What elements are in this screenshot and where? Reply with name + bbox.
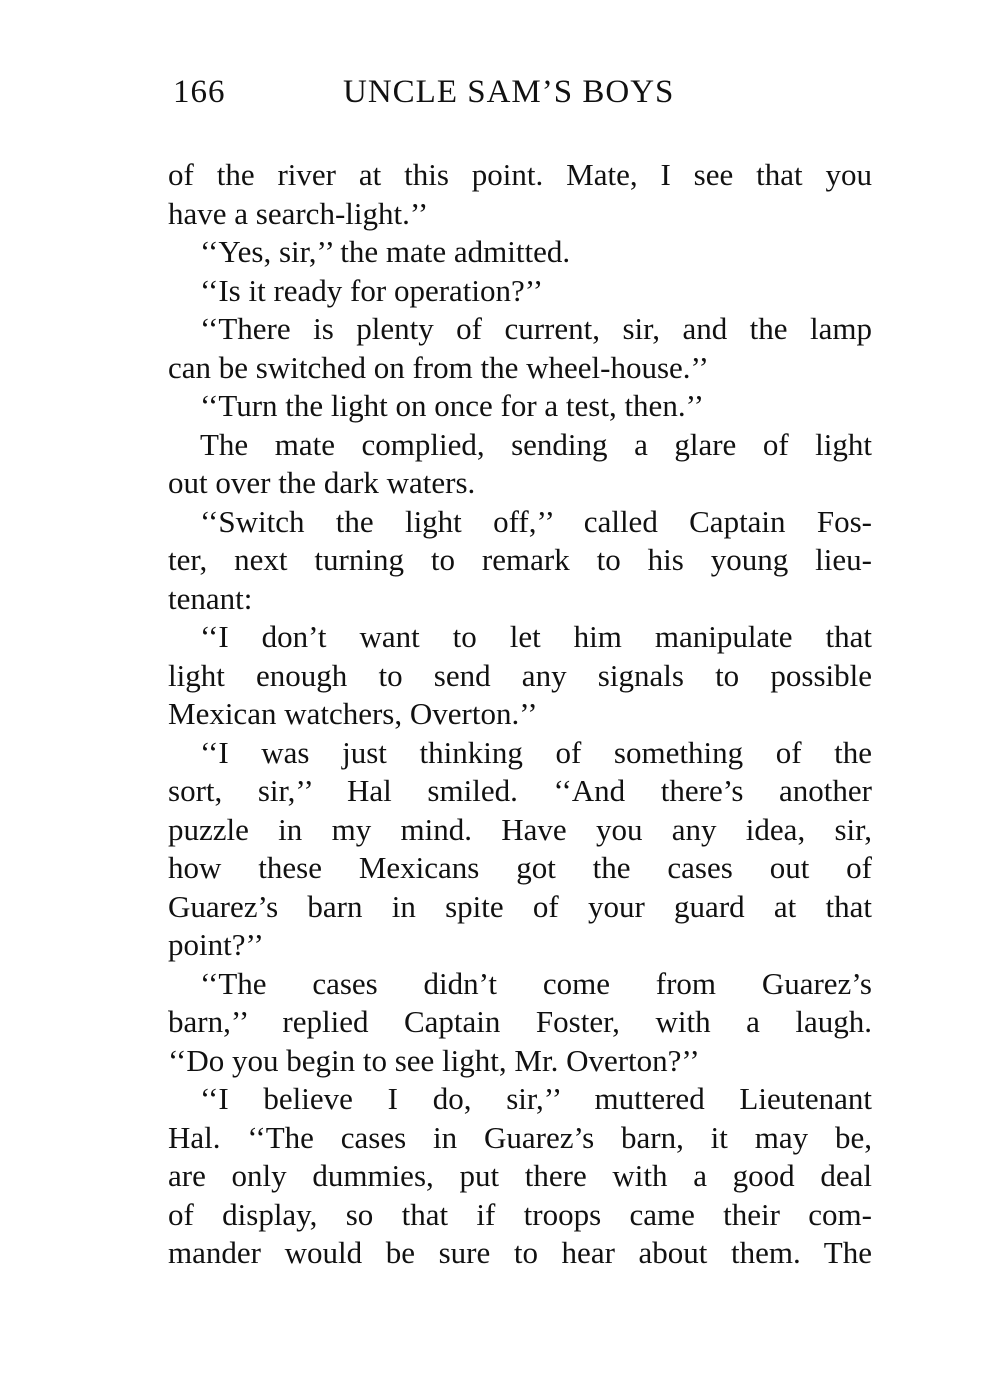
text-line: The mate complied, sending a glare of light: [200, 426, 872, 462]
text-line: ter, next turning to remark to his young lieu-: [168, 542, 872, 577]
text-line: of display, so that if troops came their com-: [168, 1196, 872, 1232]
text-line: Hal. ‘‘The cases in Guarez’s barn, it may be,: [168, 1119, 872, 1155]
text-line: ‘‘I don’t want to let him manipulate that: [200, 619, 872, 654]
text-line: puzzle in my mind. Have you any idea, sir,: [168, 811, 872, 847]
text-line: have a search-light.’’: [168, 195, 429, 231]
text-line: ‘‘Switch the light off,’’ called Captain Fos-: [200, 503, 872, 539]
text-line: Mexican watchers, Overton.’’: [168, 696, 538, 731]
running-head: [173, 74, 873, 118]
text-line: ‘‘The cases didn’t come from Guarez’s: [200, 965, 872, 1001]
book-title: UNCLE SAM’S BOYS: [343, 74, 675, 110]
text-line: out over the dark waters.: [168, 465, 476, 500]
text-line: point?’’: [168, 927, 264, 962]
text-line: barn,’’ replied Captain Foster, with a laugh.: [168, 1004, 872, 1039]
text-line: of the river at this point. Mate, I see that you: [168, 157, 872, 192]
body-text: [168, 156, 872, 1273]
text-line: ‘‘Do you begin to see light, Mr. Overton?’’: [168, 1042, 700, 1078]
text-line: ‘‘Is it ready for operation?’’: [200, 272, 544, 308]
text-line: ‘‘I believe I do, sir,’’ muttered Lieutenant: [200, 1081, 872, 1116]
text-line: ‘‘Yes, sir,’’ the mate admitted.: [200, 234, 571, 269]
text-line: can be switched on from the wheel-house.’’: [168, 349, 709, 385]
text-line: how these Mexicans got the cases out of: [168, 850, 872, 885]
text-line: ‘‘There is plenty of current, sir, and the lamp: [200, 311, 872, 346]
text-line: sort, sir,’’ Hal smiled. ‘‘And there’s another: [168, 773, 872, 808]
text-line: mander would be sure to hear about them. The: [168, 1235, 872, 1270]
text-line: Guarez’s barn in spite of your guard at that: [168, 888, 872, 924]
text-line: are only dummies, put there with a good deal: [168, 1158, 872, 1193]
text-line: ‘‘Turn the light on once for a test, then.’’: [200, 388, 704, 423]
text-line: light enough to send any signals to possible: [168, 657, 872, 693]
page-number: 166: [173, 74, 226, 110]
text-line: ‘‘I was just thinking of something of the: [200, 734, 872, 770]
text-line: tenant:: [168, 580, 253, 616]
